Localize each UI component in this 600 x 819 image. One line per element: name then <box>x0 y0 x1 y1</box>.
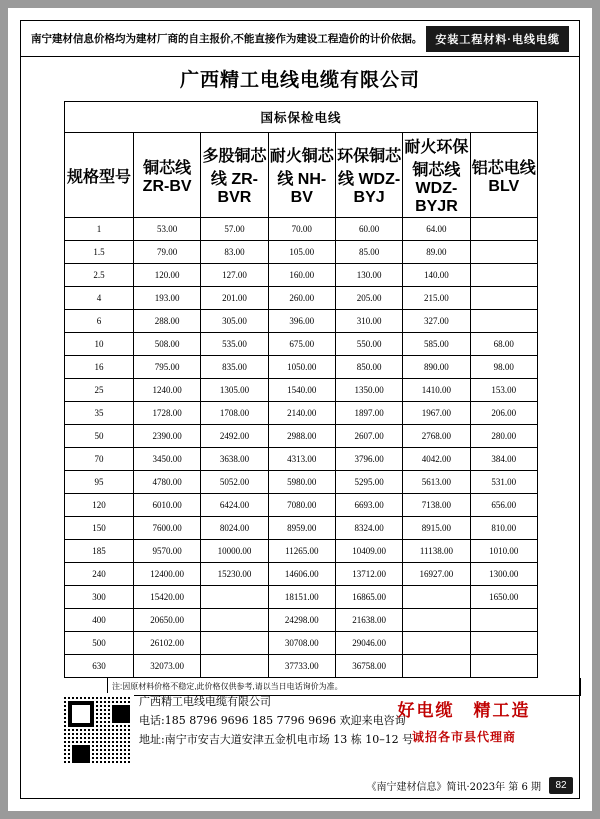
cell-zrbvr: 10000.00 <box>201 540 268 563</box>
cell-wdzbyj: 850.00 <box>335 356 402 379</box>
slogan-block <box>389 696 539 745</box>
table-row <box>65 632 538 655</box>
footer-address: 地址:南宁市安吉大道安津五金机电市场 13 栋 10–12 号 <box>139 733 414 746</box>
cell-blv <box>470 655 537 678</box>
cell-blv: 1650.00 <box>470 586 537 609</box>
cell-blv <box>470 218 537 241</box>
cell-blv: 656.00 <box>470 494 537 517</box>
col-header-nhbv-cn: 耐火铜芯线 <box>269 148 334 188</box>
cell-wdzbyj: 29046.00 <box>335 632 402 655</box>
cell-zrbvr: 835.00 <box>201 356 268 379</box>
cell-blv: 68.00 <box>470 333 537 356</box>
cell-wdzbyjr: 16927.00 <box>403 563 470 586</box>
cell-nhbv: 2988.00 <box>268 425 335 448</box>
cell-wdzbyjr <box>403 586 470 609</box>
cell-nhbv: 14606.00 <box>268 563 335 586</box>
cell-wdzbyj: 1350.00 <box>335 379 402 402</box>
cell-nhbv: 396.00 <box>268 310 335 333</box>
cell-blv <box>470 241 537 264</box>
table-title: 国标保检电线 <box>65 102 538 133</box>
table-row <box>65 540 538 563</box>
cell-nhbv: 5980.00 <box>268 471 335 494</box>
cell-wdzbyjr: 4042.00 <box>403 448 470 471</box>
slogan-secondary: 诚招各市县代理商 <box>411 730 516 744</box>
cell-zrbv: 795.00 <box>133 356 200 379</box>
cell-wdzbyj: 21638.00 <box>335 609 402 632</box>
cell-zrbvr: 5052.00 <box>201 471 268 494</box>
cell-wdzbyj: 205.00 <box>335 287 402 310</box>
col-header-spec <box>65 133 134 218</box>
cell-zrbv: 20650.00 <box>133 609 200 632</box>
cell-spec: 120 <box>65 494 134 517</box>
cell-nhbv: 675.00 <box>268 333 335 356</box>
col-header-zrbvr <box>201 133 268 218</box>
table-row <box>65 586 538 609</box>
cell-blv: 1010.00 <box>470 540 537 563</box>
cell-zrbvr: 57.00 <box>201 218 268 241</box>
cell-wdzbyjr: 1967.00 <box>403 402 470 425</box>
col-header-blv-en: BLV <box>488 177 520 195</box>
cell-nhbv: 11265.00 <box>268 540 335 563</box>
cell-zrbvr: 535.00 <box>201 333 268 356</box>
cell-spec: 1.5 <box>65 241 134 264</box>
cell-wdzbyjr: 5613.00 <box>403 471 470 494</box>
cell-zrbv: 3450.00 <box>133 448 200 471</box>
cell-zrbv: 2390.00 <box>133 425 200 448</box>
cell-wdzbyjr: 140.00 <box>403 264 470 287</box>
cell-spec: 4 <box>65 287 134 310</box>
cell-nhbv: 4313.00 <box>268 448 335 471</box>
table-row <box>65 448 538 471</box>
col-header-nhbv <box>268 133 335 218</box>
cell-blv: 280.00 <box>470 425 537 448</box>
table-row <box>65 609 538 632</box>
cell-zrbvr: 305.00 <box>201 310 268 333</box>
col-header-wdzbyjr-cn: 耐火环保铜芯线 <box>404 139 469 179</box>
footer-company: 广西精工电线电缆有限公司 <box>139 695 271 708</box>
cell-zrbvr: 15230.00 <box>201 563 268 586</box>
cell-zrbv: 193.00 <box>133 287 200 310</box>
cell-wdzbyj: 310.00 <box>335 310 402 333</box>
cell-nhbv: 1540.00 <box>268 379 335 402</box>
cell-zrbvr <box>201 632 268 655</box>
col-header-zrbv-en: ZR-BV <box>142 177 192 195</box>
cell-blv <box>470 310 537 333</box>
cell-wdzbyjr <box>403 609 470 632</box>
col-header-zrbv-cn: 铜芯线 <box>143 159 192 177</box>
cell-wdzbyj: 10409.00 <box>335 540 402 563</box>
cell-zrbv: 15420.00 <box>133 586 200 609</box>
table-row <box>65 241 538 264</box>
cell-zrbvr: 127.00 <box>201 264 268 287</box>
cell-zrbvr: 3638.00 <box>201 448 268 471</box>
cell-wdzbyjr: 89.00 <box>403 241 470 264</box>
cell-zrbv: 120.00 <box>133 264 200 287</box>
cell-zrbvr <box>201 609 268 632</box>
cell-wdzbyj: 36758.00 <box>335 655 402 678</box>
col-header-blv-cn: 铝芯电线 <box>471 159 536 177</box>
col-header-wdzbyjr-en: WDZ-BYJR <box>415 180 458 215</box>
price-table <box>64 101 538 678</box>
cell-wdzbyj: 2607.00 <box>335 425 402 448</box>
cell-wdzbyjr: 64.00 <box>403 218 470 241</box>
cell-spec: 630 <box>65 655 134 678</box>
col-header-nhbv-en: NH-BV <box>290 171 327 206</box>
cell-wdzbyj: 550.00 <box>335 333 402 356</box>
cell-spec: 300 <box>65 586 134 609</box>
cell-blv: 153.00 <box>470 379 537 402</box>
table-row <box>65 655 538 678</box>
table-row <box>65 356 538 379</box>
cell-nhbv: 1050.00 <box>268 356 335 379</box>
cell-wdzbyjr: 327.00 <box>403 310 470 333</box>
table-row <box>65 218 538 241</box>
cell-wdzbyj: 6693.00 <box>335 494 402 517</box>
col-header-wdzbyj-en: WDZ-BYJ <box>353 171 401 206</box>
cell-wdzbyj: 8324.00 <box>335 517 402 540</box>
page-border <box>20 20 580 799</box>
cell-nhbv: 8959.00 <box>268 517 335 540</box>
cell-blv: 384.00 <box>470 448 537 471</box>
table-row <box>65 287 538 310</box>
cell-nhbv: 260.00 <box>268 287 335 310</box>
company-title: 广西精工电线电缆有限公司 <box>179 69 420 91</box>
cell-wdzbyj: 16865.00 <box>335 586 402 609</box>
table-row <box>65 517 538 540</box>
table-row <box>65 264 538 287</box>
col-header-zrbvr-cn: 多股铜芯线 <box>202 148 267 188</box>
cell-zrbv: 1728.00 <box>133 402 200 425</box>
cell-wdzbyj: 60.00 <box>335 218 402 241</box>
cell-zrbv: 288.00 <box>133 310 200 333</box>
cell-spec: 185 <box>65 540 134 563</box>
table-header-row <box>65 133 538 218</box>
issue-label: 《南宁建材信息》简讯·2023年 第 6 期 <box>366 781 541 793</box>
cell-zrbvr <box>201 655 268 678</box>
cell-zrbv: 12400.00 <box>133 563 200 586</box>
cell-zrbvr: 6424.00 <box>201 494 268 517</box>
banner-category-tag: 安装工程材料·电线电缆 <box>426 26 569 52</box>
contact-block <box>139 692 413 749</box>
cell-blv <box>470 264 537 287</box>
page <box>8 8 592 811</box>
cell-blv: 810.00 <box>470 517 537 540</box>
slogan-primary: 好电缆 精工造 <box>397 701 531 721</box>
cell-blv <box>470 609 537 632</box>
cell-spec: 1 <box>65 218 134 241</box>
page-number: 82 <box>549 777 573 794</box>
table-row <box>65 310 538 333</box>
table-title-row <box>65 102 538 133</box>
banner-disclaimer: 南宁建材信息价格均为建材厂商的自主报价,不能直接作为建设工程造价的计价依据。 <box>31 32 423 45</box>
cell-wdzbyjr <box>403 655 470 678</box>
cell-nhbv: 70.00 <box>268 218 335 241</box>
cell-nhbv: 30708.00 <box>268 632 335 655</box>
cell-blv: 1300.00 <box>470 563 537 586</box>
cell-wdzbyjr: 8915.00 <box>403 517 470 540</box>
price-table-wrap <box>64 101 538 691</box>
cell-zrbvr <box>201 586 268 609</box>
cell-wdzbyjr: 215.00 <box>403 287 470 310</box>
cell-nhbv: 2140.00 <box>268 402 335 425</box>
table-row <box>65 425 538 448</box>
cell-nhbv: 18151.00 <box>268 586 335 609</box>
cell-zrbv: 26102.00 <box>133 632 200 655</box>
cell-spec: 400 <box>65 609 134 632</box>
col-header-spec-cn: 规格型号 <box>66 168 131 186</box>
cell-wdzbyj: 13712.00 <box>335 563 402 586</box>
cell-zrbv: 4780.00 <box>133 471 200 494</box>
cell-zrbv: 7600.00 <box>133 517 200 540</box>
col-header-blv <box>470 133 537 218</box>
cell-zrbvr: 2492.00 <box>201 425 268 448</box>
cell-spec: 35 <box>65 402 134 425</box>
table-row <box>65 494 538 517</box>
cell-nhbv: 7080.00 <box>268 494 335 517</box>
cell-nhbv: 24298.00 <box>268 609 335 632</box>
cell-wdzbyj: 3796.00 <box>335 448 402 471</box>
col-header-zrbv <box>133 133 200 218</box>
cell-spec: 500 <box>65 632 134 655</box>
table-row <box>65 402 538 425</box>
cell-zrbvr: 1305.00 <box>201 379 268 402</box>
cell-spec: 150 <box>65 517 134 540</box>
table-row <box>65 563 538 586</box>
cell-wdzbyjr <box>403 632 470 655</box>
cell-wdzbyjr: 585.00 <box>403 333 470 356</box>
cell-wdzbyj: 1897.00 <box>335 402 402 425</box>
cell-spec: 10 <box>65 333 134 356</box>
cell-wdzbyjr: 1410.00 <box>403 379 470 402</box>
table-row <box>65 471 538 494</box>
cell-spec: 70 <box>65 448 134 471</box>
cell-spec: 95 <box>65 471 134 494</box>
cell-zrbv: 9570.00 <box>133 540 200 563</box>
col-header-wdzbyj <box>335 133 402 218</box>
cell-blv: 531.00 <box>470 471 537 494</box>
cell-blv <box>470 632 537 655</box>
cell-wdzbyj: 130.00 <box>335 264 402 287</box>
cell-nhbv: 105.00 <box>268 241 335 264</box>
cell-wdzbyj: 85.00 <box>335 241 402 264</box>
cell-wdzbyjr: 11138.00 <box>403 540 470 563</box>
qr-code-icon <box>61 694 133 766</box>
cell-zrbvr: 201.00 <box>201 287 268 310</box>
footer <box>21 690 579 764</box>
cell-spec: 25 <box>65 379 134 402</box>
cell-zrbv: 1240.00 <box>133 379 200 402</box>
cell-blv: 206.00 <box>470 402 537 425</box>
cell-zrbv: 6010.00 <box>133 494 200 517</box>
cell-blv: 98.00 <box>470 356 537 379</box>
cell-zrbvr: 1708.00 <box>201 402 268 425</box>
cell-wdzbyjr: 890.00 <box>403 356 470 379</box>
cell-spec: 2.5 <box>65 264 134 287</box>
col-header-wdzbyjr <box>403 133 470 218</box>
cell-zrbv: 508.00 <box>133 333 200 356</box>
cell-spec: 50 <box>65 425 134 448</box>
cell-nhbv: 160.00 <box>268 264 335 287</box>
cell-wdzbyj: 5295.00 <box>335 471 402 494</box>
price-note: 注:因原材料价格不稳定,此价格仅供参考,请以当日电话询价为准。 <box>107 678 581 696</box>
table-row <box>65 379 538 402</box>
cell-zrbv: 32073.00 <box>133 655 200 678</box>
page-footer-bar <box>21 772 579 798</box>
cell-zrbv: 53.00 <box>133 218 200 241</box>
cell-zrbv: 79.00 <box>133 241 200 264</box>
footer-phone: 电话:185 8796 9696 185 7796 9696 欢迎来电咨询 <box>139 714 406 727</box>
header-banner <box>21 21 579 57</box>
cell-blv <box>470 287 537 310</box>
table-row <box>65 333 538 356</box>
cell-spec: 240 <box>65 563 134 586</box>
cell-zrbvr: 8024.00 <box>201 517 268 540</box>
col-header-zrbvr-en: ZR-BVR <box>217 171 258 206</box>
cell-spec: 16 <box>65 356 134 379</box>
cell-wdzbyjr: 7138.00 <box>403 494 470 517</box>
cell-spec: 6 <box>65 310 134 333</box>
col-header-wdzbyj-cn: 环保铜芯线 <box>337 148 402 188</box>
cell-nhbv: 37733.00 <box>268 655 335 678</box>
cell-wdzbyjr: 2768.00 <box>403 425 470 448</box>
cell-zrbvr: 83.00 <box>201 241 268 264</box>
